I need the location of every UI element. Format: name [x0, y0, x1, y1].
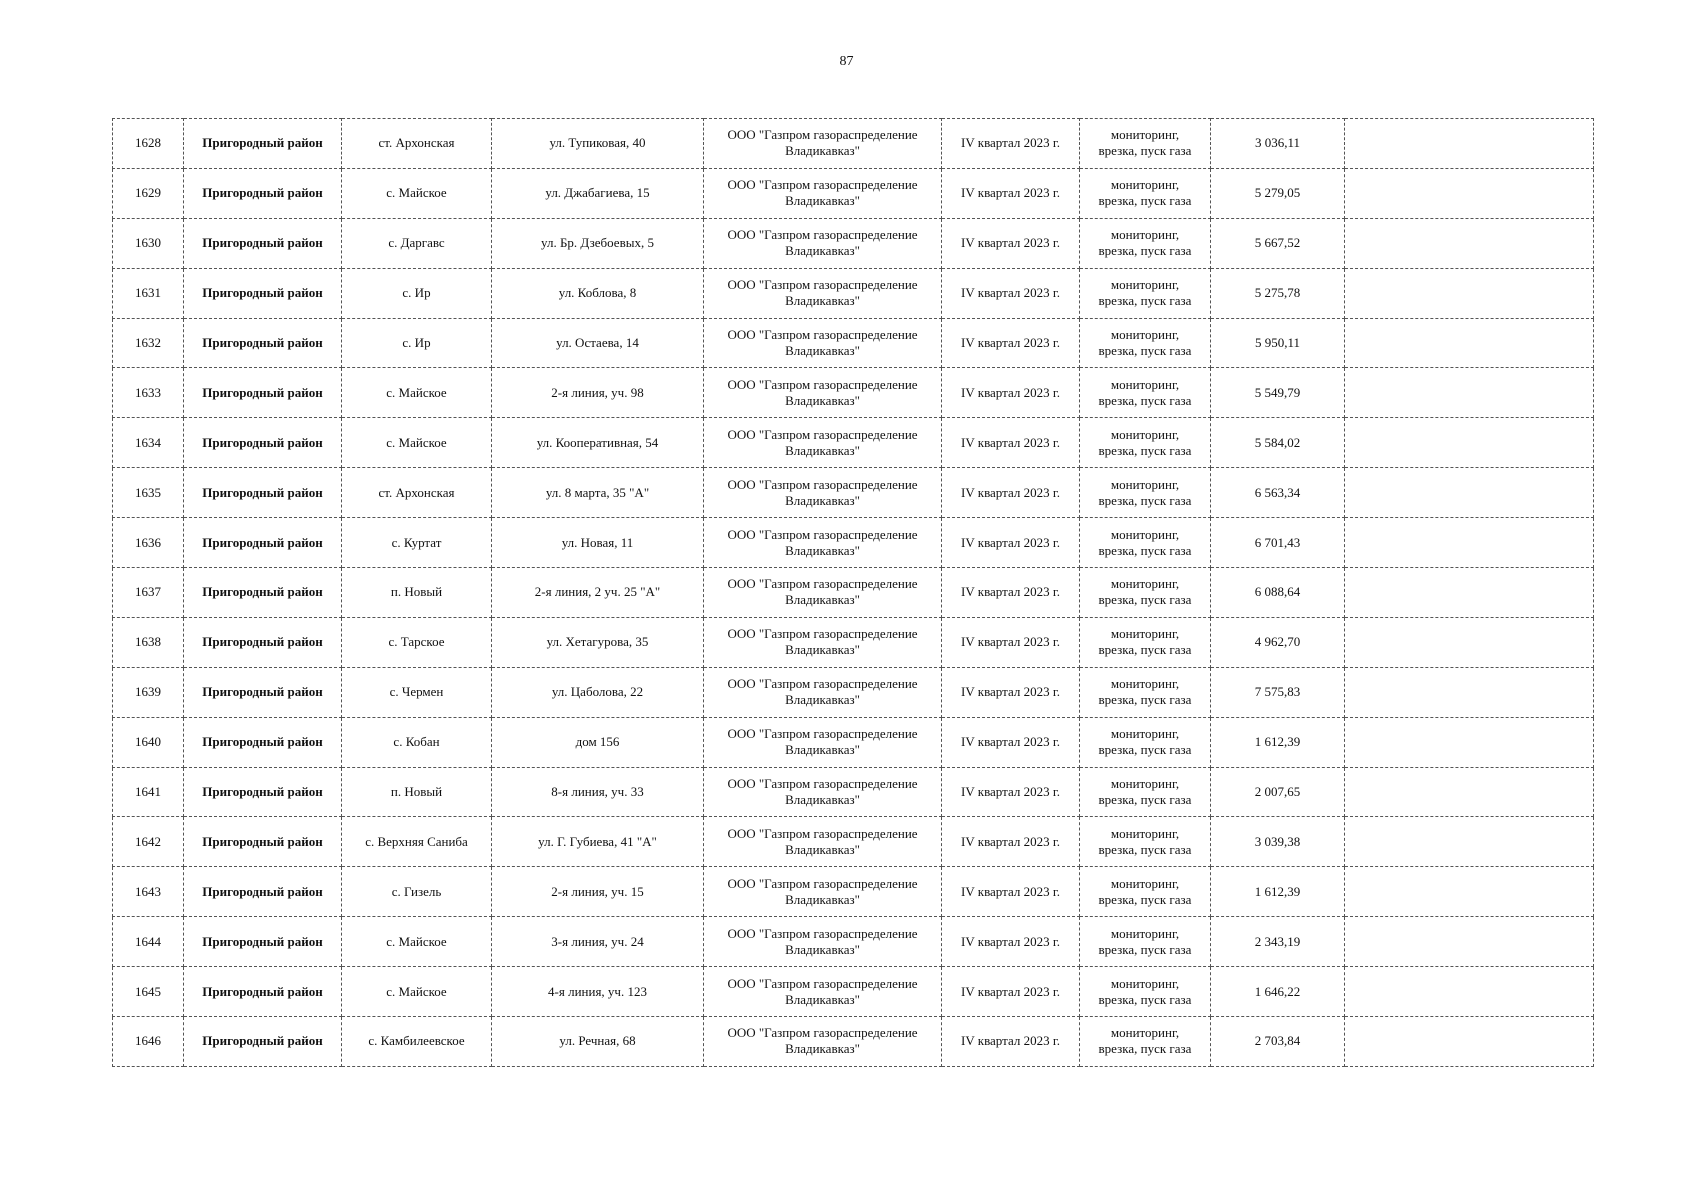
- organization-line: ООО "Газпром газораспределение: [727, 975, 918, 991]
- period-cell: IV квартал 2023 г.: [942, 218, 1080, 268]
- address-cell: ул. Остаева, 14: [492, 318, 704, 368]
- works-line: врезка, пуск газа: [1098, 343, 1192, 358]
- row-number-cell: 1636: [113, 518, 184, 568]
- amount-cell: 5 584,02: [1211, 418, 1345, 468]
- settlement-cell: п. Новый: [342, 568, 492, 618]
- works-cell: [1080, 119, 1211, 169]
- table-row: [113, 368, 1594, 418]
- works-line: мониторинг,: [1110, 376, 1180, 392]
- empty-cell: [1345, 468, 1594, 518]
- empty-cell: [1345, 119, 1594, 169]
- organization-line: ООО "Газпром газораспределение: [727, 925, 918, 941]
- works-cell: [1080, 617, 1211, 667]
- empty-cell: [1345, 568, 1594, 618]
- settlement-cell: с. Камбилеевское: [342, 1017, 492, 1067]
- organization-cell: [704, 867, 942, 917]
- row-number-cell: 1640: [113, 717, 184, 767]
- works-cell: [1080, 717, 1211, 767]
- table-row: [113, 717, 1594, 767]
- organization-line: ООО "Газпром газораспределение: [727, 227, 918, 243]
- row-number-cell: 1642: [113, 817, 184, 867]
- organization-line: Владикавказ": [785, 143, 860, 159]
- amount-cell: 3 036,11: [1211, 119, 1345, 169]
- organization-line: ООО "Газпром газораспределение: [727, 676, 918, 692]
- organization-line: Владикавказ": [785, 841, 860, 857]
- empty-cell: [1345, 168, 1594, 218]
- works-line: мониторинг,: [1110, 875, 1180, 891]
- empty-cell: [1345, 867, 1594, 917]
- works-cell: [1080, 168, 1211, 218]
- works-line: врезка, пуск газа: [1098, 742, 1192, 758]
- organization-cell: [704, 817, 942, 867]
- works-line: мониторинг,: [1110, 825, 1180, 841]
- works-line: врезка, пуск газа: [1098, 891, 1192, 907]
- organization-line: ООО "Газпром газораспределение: [727, 1025, 918, 1041]
- works-cell: [1080, 468, 1211, 518]
- organization-line: Владикавказ": [785, 1041, 860, 1057]
- amount-cell: 1 612,39: [1211, 717, 1345, 767]
- district-cell: Пригородный район: [184, 318, 342, 368]
- empty-cell: [1345, 967, 1594, 1017]
- settlement-cell: с. Майское: [342, 168, 492, 218]
- works-line: мониторинг,: [1110, 426, 1180, 442]
- works-line: врезка, пуск газа: [1098, 293, 1192, 309]
- works-line: врезка, пуск газа: [1098, 542, 1192, 558]
- district-cell: Пригородный район: [184, 767, 342, 817]
- table-row: [113, 318, 1594, 368]
- row-number-cell: 1646: [113, 1017, 184, 1067]
- empty-cell: [1345, 218, 1594, 268]
- empty-cell: [1345, 817, 1594, 867]
- works-line: мониторинг,: [1110, 676, 1180, 692]
- organization-cell: [704, 318, 942, 368]
- address-cell: ул. Бр. Дзебоевых, 5: [492, 218, 704, 268]
- amount-cell: 6 701,43: [1211, 518, 1345, 568]
- address-cell: 4-я линия, уч. 123: [492, 967, 704, 1017]
- period-cell: IV квартал 2023 г.: [942, 667, 1080, 717]
- table-row: [113, 119, 1594, 169]
- amount-cell: 2 703,84: [1211, 1017, 1345, 1067]
- address-cell: ул. Тупиковая, 40: [492, 119, 704, 169]
- empty-cell: [1345, 917, 1594, 967]
- district-cell: Пригородный район: [184, 917, 342, 967]
- organization-cell: [704, 168, 942, 218]
- period-cell: IV квартал 2023 г.: [942, 119, 1080, 169]
- settlement-cell: с. Чермен: [342, 667, 492, 717]
- period-cell: IV квартал 2023 г.: [942, 717, 1080, 767]
- organization-line: ООО "Газпром газораспределение: [727, 127, 918, 143]
- works-line: мониторинг,: [1110, 576, 1180, 592]
- period-cell: IV квартал 2023 г.: [942, 268, 1080, 318]
- works-cell: [1080, 318, 1211, 368]
- district-cell: Пригородный район: [184, 817, 342, 867]
- organization-line: Владикавказ": [785, 392, 860, 408]
- organization-cell: [704, 767, 942, 817]
- organization-line: ООО "Газпром газораспределение: [727, 376, 918, 392]
- row-number-cell: 1628: [113, 119, 184, 169]
- district-cell: Пригородный район: [184, 368, 342, 418]
- works-line: врезка, пуск газа: [1098, 692, 1192, 708]
- table-row: [113, 568, 1594, 618]
- row-number-cell: 1632: [113, 318, 184, 368]
- district-cell: Пригородный район: [184, 667, 342, 717]
- works-line: врезка, пуск газа: [1098, 143, 1192, 159]
- works-line: мониторинг,: [1110, 526, 1180, 542]
- works-line: врезка, пуск газа: [1098, 642, 1192, 658]
- settlement-cell: с. Кобан: [342, 717, 492, 767]
- row-number-cell: 1641: [113, 767, 184, 817]
- organization-cell: [704, 568, 942, 618]
- works-cell: [1080, 568, 1211, 618]
- table-row: [113, 667, 1594, 717]
- organization-cell: [704, 368, 942, 418]
- period-cell: IV квартал 2023 г.: [942, 917, 1080, 967]
- table-row: [113, 268, 1594, 318]
- organization-line: ООО "Газпром газораспределение: [727, 327, 918, 342]
- row-number-cell: 1644: [113, 917, 184, 967]
- organization-line: Владикавказ": [785, 941, 860, 957]
- settlement-cell: с. Майское: [342, 967, 492, 1017]
- period-cell: IV квартал 2023 г.: [942, 368, 1080, 418]
- works-line: мониторинг,: [1110, 227, 1180, 243]
- organization-line: ООО "Газпром газораспределение: [727, 576, 918, 592]
- period-cell: IV квартал 2023 г.: [942, 1017, 1080, 1067]
- works-cell: [1080, 1017, 1211, 1067]
- settlement-cell: с. Даргавс: [342, 218, 492, 268]
- organization-line: ООО "Газпром газораспределение: [727, 277, 918, 293]
- works-line: мониторинг,: [1110, 327, 1180, 342]
- amount-cell: 2 007,65: [1211, 767, 1345, 817]
- row-number-cell: 1629: [113, 168, 184, 218]
- address-cell: ул. Коблова, 8: [492, 268, 704, 318]
- empty-cell: [1345, 268, 1594, 318]
- registry-table-body: [113, 119, 1594, 1067]
- organization-cell: [704, 1017, 942, 1067]
- district-cell: Пригородный район: [184, 867, 342, 917]
- district-cell: Пригородный район: [184, 717, 342, 767]
- organization-cell: [704, 717, 942, 767]
- address-cell: ул. Речная, 68: [492, 1017, 704, 1067]
- address-cell: ул. Джабагиева, 15: [492, 168, 704, 218]
- works-line: мониторинг,: [1110, 776, 1180, 792]
- organization-cell: [704, 218, 942, 268]
- organization-cell: [704, 468, 942, 518]
- amount-cell: 1 612,39: [1211, 867, 1345, 917]
- period-cell: IV квартал 2023 г.: [942, 568, 1080, 618]
- table-row: [113, 168, 1594, 218]
- amount-cell: 4 962,70: [1211, 617, 1345, 667]
- empty-cell: [1345, 518, 1594, 568]
- address-cell: ул. 8 марта, 35 "А": [492, 468, 704, 518]
- organization-cell: [704, 667, 942, 717]
- settlement-cell: с. Тарское: [342, 617, 492, 667]
- organization-line: Владикавказ": [785, 243, 860, 259]
- district-cell: Пригородный район: [184, 218, 342, 268]
- row-number-cell: 1639: [113, 667, 184, 717]
- organization-line: Владикавказ": [785, 792, 860, 808]
- empty-cell: [1345, 667, 1594, 717]
- organization-line: Владикавказ": [785, 492, 860, 508]
- district-cell: Пригородный район: [184, 518, 342, 568]
- row-number-cell: 1634: [113, 418, 184, 468]
- district-cell: Пригородный район: [184, 119, 342, 169]
- settlement-cell: с. Куртат: [342, 518, 492, 568]
- empty-cell: [1345, 767, 1594, 817]
- settlement-cell: ст. Архонская: [342, 119, 492, 169]
- period-cell: IV квартал 2023 г.: [942, 318, 1080, 368]
- works-line: врезка, пуск газа: [1098, 841, 1192, 857]
- works-line: мониторинг,: [1110, 127, 1180, 143]
- amount-cell: 5 667,52: [1211, 218, 1345, 268]
- works-line: врезка, пуск газа: [1098, 442, 1192, 458]
- organization-line: ООО "Газпром газораспределение: [727, 426, 918, 442]
- district-cell: Пригородный район: [184, 418, 342, 468]
- works-cell: [1080, 867, 1211, 917]
- page-number: 87: [839, 54, 854, 69]
- table-row: [113, 767, 1594, 817]
- organization-line: ООО "Газпром газораспределение: [727, 776, 918, 792]
- empty-cell: [1345, 617, 1594, 667]
- works-line: мониторинг,: [1110, 177, 1180, 193]
- organization-cell: [704, 967, 942, 1017]
- address-cell: 3-я линия, уч. 24: [492, 917, 704, 967]
- district-cell: Пригородный район: [184, 967, 342, 1017]
- address-cell: ул. Цаболова, 22: [492, 667, 704, 717]
- period-cell: IV квартал 2023 г.: [942, 817, 1080, 867]
- organization-line: Владикавказ": [785, 542, 860, 558]
- row-number-cell: 1637: [113, 568, 184, 618]
- district-cell: Пригородный район: [184, 268, 342, 318]
- table-row: [113, 518, 1594, 568]
- organization-line: Владикавказ": [785, 193, 860, 209]
- amount-cell: 5 950,11: [1211, 318, 1345, 368]
- row-number-cell: 1645: [113, 967, 184, 1017]
- table-row: [113, 468, 1594, 518]
- organization-line: ООО "Газпром газораспределение: [727, 476, 918, 492]
- settlement-cell: п. Новый: [342, 767, 492, 817]
- row-number-cell: 1633: [113, 368, 184, 418]
- works-cell: [1080, 218, 1211, 268]
- works-cell: [1080, 418, 1211, 468]
- works-line: врезка, пуск газа: [1098, 941, 1192, 957]
- amount-cell: 5 549,79: [1211, 368, 1345, 418]
- organization-line: Владикавказ": [785, 991, 860, 1007]
- works-cell: [1080, 268, 1211, 318]
- works-line: мониторинг,: [1110, 726, 1180, 742]
- period-cell: IV квартал 2023 г.: [942, 468, 1080, 518]
- organization-cell: [704, 518, 942, 568]
- address-cell: ул. Г. Губиева, 41 "А": [492, 817, 704, 867]
- works-cell: [1080, 967, 1211, 1017]
- address-cell: ул. Хетагурова, 35: [492, 617, 704, 667]
- works-cell: [1080, 518, 1211, 568]
- row-number-cell: 1635: [113, 468, 184, 518]
- empty-cell: [1345, 318, 1594, 368]
- district-cell: Пригородный район: [184, 617, 342, 667]
- works-line: врезка, пуск газа: [1098, 392, 1192, 408]
- period-cell: IV квартал 2023 г.: [942, 518, 1080, 568]
- period-cell: IV квартал 2023 г.: [942, 168, 1080, 218]
- table-row: [113, 817, 1594, 867]
- organization-line: Владикавказ": [785, 891, 860, 907]
- organization-cell: [704, 119, 942, 169]
- amount-cell: 5 279,05: [1211, 168, 1345, 218]
- table-row: [113, 617, 1594, 667]
- organization-cell: [704, 917, 942, 967]
- amount-cell: 1 646,22: [1211, 967, 1345, 1017]
- period-cell: IV квартал 2023 г.: [942, 418, 1080, 468]
- table-row: [113, 967, 1594, 1017]
- settlement-cell: с. Майское: [342, 917, 492, 967]
- works-line: врезка, пуск газа: [1098, 243, 1192, 259]
- amount-cell: 3 039,38: [1211, 817, 1345, 867]
- organization-line: Владикавказ": [785, 592, 860, 608]
- registry-table: [112, 118, 1594, 1067]
- address-cell: 2-я линия, уч. 15: [492, 867, 704, 917]
- table-row: [113, 418, 1594, 468]
- amount-cell: 5 275,78: [1211, 268, 1345, 318]
- empty-cell: [1345, 1017, 1594, 1067]
- works-line: врезка, пуск газа: [1098, 193, 1192, 209]
- organization-line: Владикавказ": [785, 692, 860, 708]
- address-cell: дом 156: [492, 717, 704, 767]
- address-cell: ул. Кооперативная, 54: [492, 418, 704, 468]
- empty-cell: [1345, 368, 1594, 418]
- district-cell: Пригородный район: [184, 1017, 342, 1067]
- settlement-cell: с. Ир: [342, 318, 492, 368]
- works-cell: [1080, 917, 1211, 967]
- amount-cell: 7 575,83: [1211, 667, 1345, 717]
- organization-line: Владикавказ": [785, 742, 860, 758]
- district-cell: Пригородный район: [184, 168, 342, 218]
- organization-line: Владикавказ": [785, 293, 860, 309]
- organization-line: Владикавказ": [785, 642, 860, 658]
- works-line: мониторинг,: [1110, 1025, 1180, 1041]
- works-line: мониторинг,: [1110, 476, 1180, 492]
- table-row: [113, 1017, 1594, 1067]
- row-number-cell: 1638: [113, 617, 184, 667]
- works-line: мониторинг,: [1110, 626, 1180, 642]
- works-line: врезка, пуск газа: [1098, 1041, 1192, 1057]
- amount-cell: 6 563,34: [1211, 468, 1345, 518]
- works-line: мониторинг,: [1110, 925, 1180, 941]
- row-number-cell: 1630: [113, 218, 184, 268]
- address-cell: ул. Новая, 11: [492, 518, 704, 568]
- organization-cell: [704, 268, 942, 318]
- works-line: мониторинг,: [1110, 277, 1180, 293]
- settlement-cell: ст. Архонская: [342, 468, 492, 518]
- period-cell: IV квартал 2023 г.: [942, 967, 1080, 1017]
- period-cell: IV квартал 2023 г.: [942, 867, 1080, 917]
- table-row: [113, 218, 1594, 268]
- organization-line: ООО "Газпром газораспределение: [727, 875, 918, 891]
- works-cell: [1080, 767, 1211, 817]
- period-cell: IV квартал 2023 г.: [942, 767, 1080, 817]
- settlement-cell: с. Верхняя Саниба: [342, 817, 492, 867]
- empty-cell: [1345, 418, 1594, 468]
- amount-cell: 6 088,64: [1211, 568, 1345, 618]
- works-cell: [1080, 667, 1211, 717]
- works-cell: [1080, 817, 1211, 867]
- period-cell: IV квартал 2023 г.: [942, 617, 1080, 667]
- organization-line: Владикавказ": [785, 343, 860, 358]
- row-number-cell: 1631: [113, 268, 184, 318]
- settlement-cell: с. Ир: [342, 268, 492, 318]
- address-cell: 2-я линия, 2 уч. 25 "А": [492, 568, 704, 618]
- organization-line: ООО "Газпром газораспределение: [727, 526, 918, 542]
- organization-line: ООО "Газпром газораспределение: [727, 626, 918, 642]
- district-cell: Пригородный район: [184, 568, 342, 618]
- organization-cell: [704, 418, 942, 468]
- organization-line: ООО "Газпром газораспределение: [727, 825, 918, 841]
- address-cell: 8-я линия, уч. 33: [492, 767, 704, 817]
- settlement-cell: с. Гизель: [342, 867, 492, 917]
- works-line: врезка, пуск газа: [1098, 792, 1192, 808]
- organization-cell: [704, 617, 942, 667]
- settlement-cell: с. Майское: [342, 368, 492, 418]
- organization-line: Владикавказ": [785, 442, 860, 458]
- works-line: врезка, пуск газа: [1098, 592, 1192, 608]
- works-line: врезка, пуск газа: [1098, 991, 1192, 1007]
- works-line: врезка, пуск газа: [1098, 492, 1192, 508]
- address-cell: 2-я линия, уч. 98: [492, 368, 704, 418]
- row-number-cell: 1643: [113, 867, 184, 917]
- organization-line: ООО "Газпром газораспределение: [727, 177, 918, 193]
- organization-line: ООО "Газпром газораспределение: [727, 726, 918, 742]
- district-cell: Пригородный район: [184, 468, 342, 518]
- empty-cell: [1345, 717, 1594, 767]
- works-line: мониторинг,: [1110, 975, 1180, 991]
- amount-cell: 2 343,19: [1211, 917, 1345, 967]
- works-cell: [1080, 368, 1211, 418]
- table-row: [113, 867, 1594, 917]
- table-row: [113, 917, 1594, 967]
- settlement-cell: с. Майское: [342, 418, 492, 468]
